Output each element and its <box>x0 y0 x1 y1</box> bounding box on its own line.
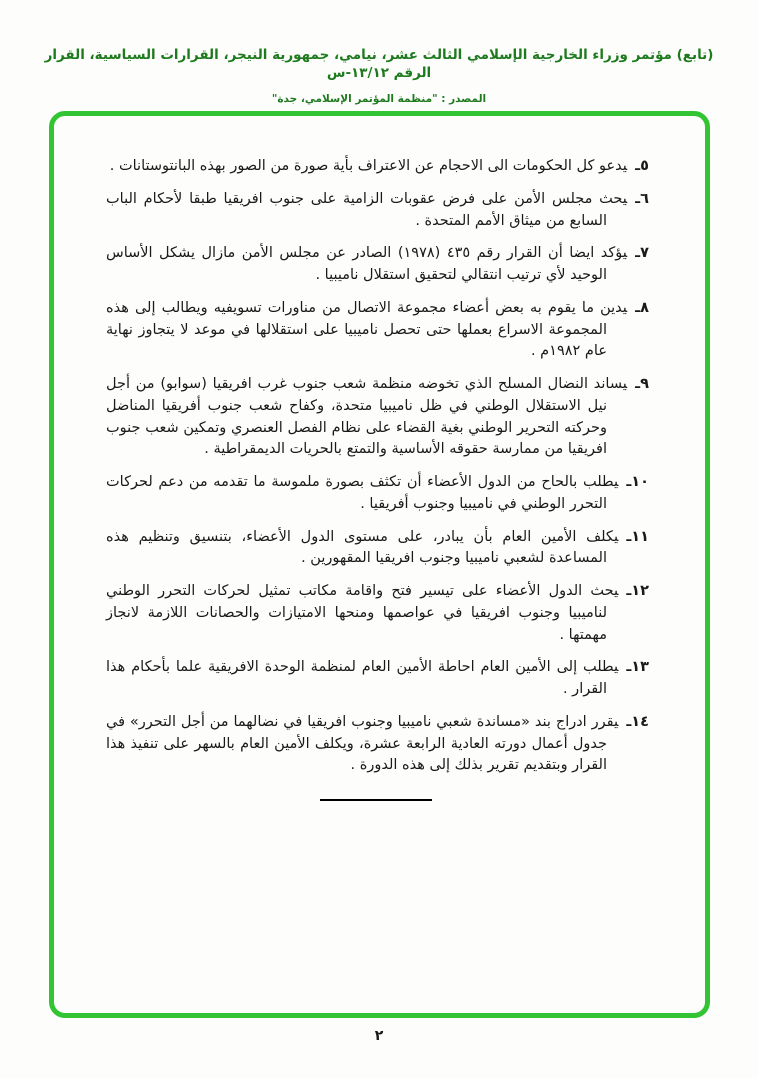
clause-number: ١٢ـ <box>626 583 649 599</box>
resolution-clauses <box>106 156 649 777</box>
clause-number: ٦ـ <box>635 190 649 207</box>
clause-text: يؤكد ايضا أن القرار رقم ٤٣٥ (١٩٧٨) الصادر عن مجلس الأمن مازال يشكل الأساس الوحيد لأي ترتيب انتقالي لتحقيق استقلال ناميبيا . <box>106 245 628 283</box>
clause-text: يساند النضال المسلح الذي تخوضه منظمة شعب جنوب غرب افريقيا (سوابو) من أجل نيل الاستقلال الوطني في ظل ناميبيا متحدة، وكفاح شعب جنوب أفريقيا المناضل وحركته التحرير الوطني بغية القضاء على نظام الفصل العنصري وتمكين شعب جنوب افريقيا من ممارسة حقوقه الأساسية والتمتع بالحريات الديمقراطية . <box>106 376 628 458</box>
resolution-clause-9 <box>106 374 649 461</box>
clause-number: ١٤ـ <box>626 713 649 730</box>
clause-text: يطلب إلى الأمين العام احاطة الأمين العام لمنظمة الوحدة الافريقية علما بأحكام هذا القرار . <box>106 659 619 697</box>
clause-text: يقرر ادراج بند «مساندة شعبي ناميبيا وجنوب افريقيا في نضالهما من أجل التحرر» في جدول أعمال دورته العادية الرابعة عشرة، ويكلف الأمين العام بالسهر على تنفيذ هذا القرار وبتقديم تقرير بذلك إلى هذه الدورة . <box>106 713 619 774</box>
signature-divider-line <box>320 799 432 801</box>
clause-text: يطلب بالحاح من الدول الأعضاء أن تكثف بصورة ملموسة ما تقدمه من دعم لحركات التحرر الوطني في ناميبيا وجنوب أفريقيا . <box>106 474 619 512</box>
resolution-clause-13 <box>106 657 649 701</box>
page-number: ٢ <box>374 1028 384 1044</box>
clause-number: ١٣ـ <box>626 659 649 676</box>
document-title: (تابع) مؤتمر وزراء الخارجية الإسلامي الثالث عشر، نيامي، جمهورية النيجر، القرارات السياسية، القرار الرقم ١٣/١٢-س <box>44 47 714 82</box>
resolution-border-box <box>49 111 710 1018</box>
clause-number: ٨ـ <box>635 299 649 316</box>
clause-text: يكلف الأمين العام بأن يبادر، على مستوى الدول الأعضاء، بتنسيق وتنظيم هذه المساعدة لشعبي ناميبيا وجنوب افريقيا المقهورين . <box>106 528 619 567</box>
document-source: المصدر : "منظمة المؤتمر الإسلامي، جدة" <box>271 93 487 106</box>
document-header <box>0 0 758 105</box>
clause-text: يحث مجلس الأمن على فرض عقوبات الزامية على جنوب افريقيا طبقا لأحكام الباب السابع من ميثاق الأمم المتحدة . <box>106 190 628 229</box>
resolution-clause-7 <box>106 243 649 287</box>
resolution-clause-8 <box>106 298 649 363</box>
clause-number: ٧ـ <box>635 245 649 262</box>
resolution-clause-5 <box>106 156 649 178</box>
clause-number: ١٠ـ <box>626 474 649 490</box>
clause-text: يدعو كل الحكومات الى الاحجام عن الاعتراف بأية صورة من الصور بهذه البانتوستانات . <box>109 158 628 174</box>
resolution-clause-10 <box>106 472 649 516</box>
resolution-clause-14 <box>106 712 649 777</box>
resolution-clause-6 <box>106 189 649 233</box>
clause-number: ١١ـ <box>626 528 649 545</box>
clause-number: ٩ـ <box>635 376 649 392</box>
clause-text: يدين ما يقوم به بعض أعضاء مجموعة الاتصال من مناورات تسويفيه ويطالب إلى هذه المجموعة الاسراع بعملها حتى تحصل ناميبيا على استقلالها في موعد لا يتجاوز نهاية عام ١٩٨٢م . <box>106 299 628 360</box>
clause-number: ٥ـ <box>635 158 649 174</box>
clause-text: يحث الدول الأعضاء على تيسير فتح واقامة مكاتب تمثيل لحركات التحرر الوطني لناميبيا وجنوب افريقيا في عواصمها ومنحها الامتيازات والحصانات اللازمة لانجاز مهمتها . <box>106 583 619 643</box>
resolution-clause-12 <box>106 581 649 646</box>
resolution-clause-11 <box>106 527 649 571</box>
